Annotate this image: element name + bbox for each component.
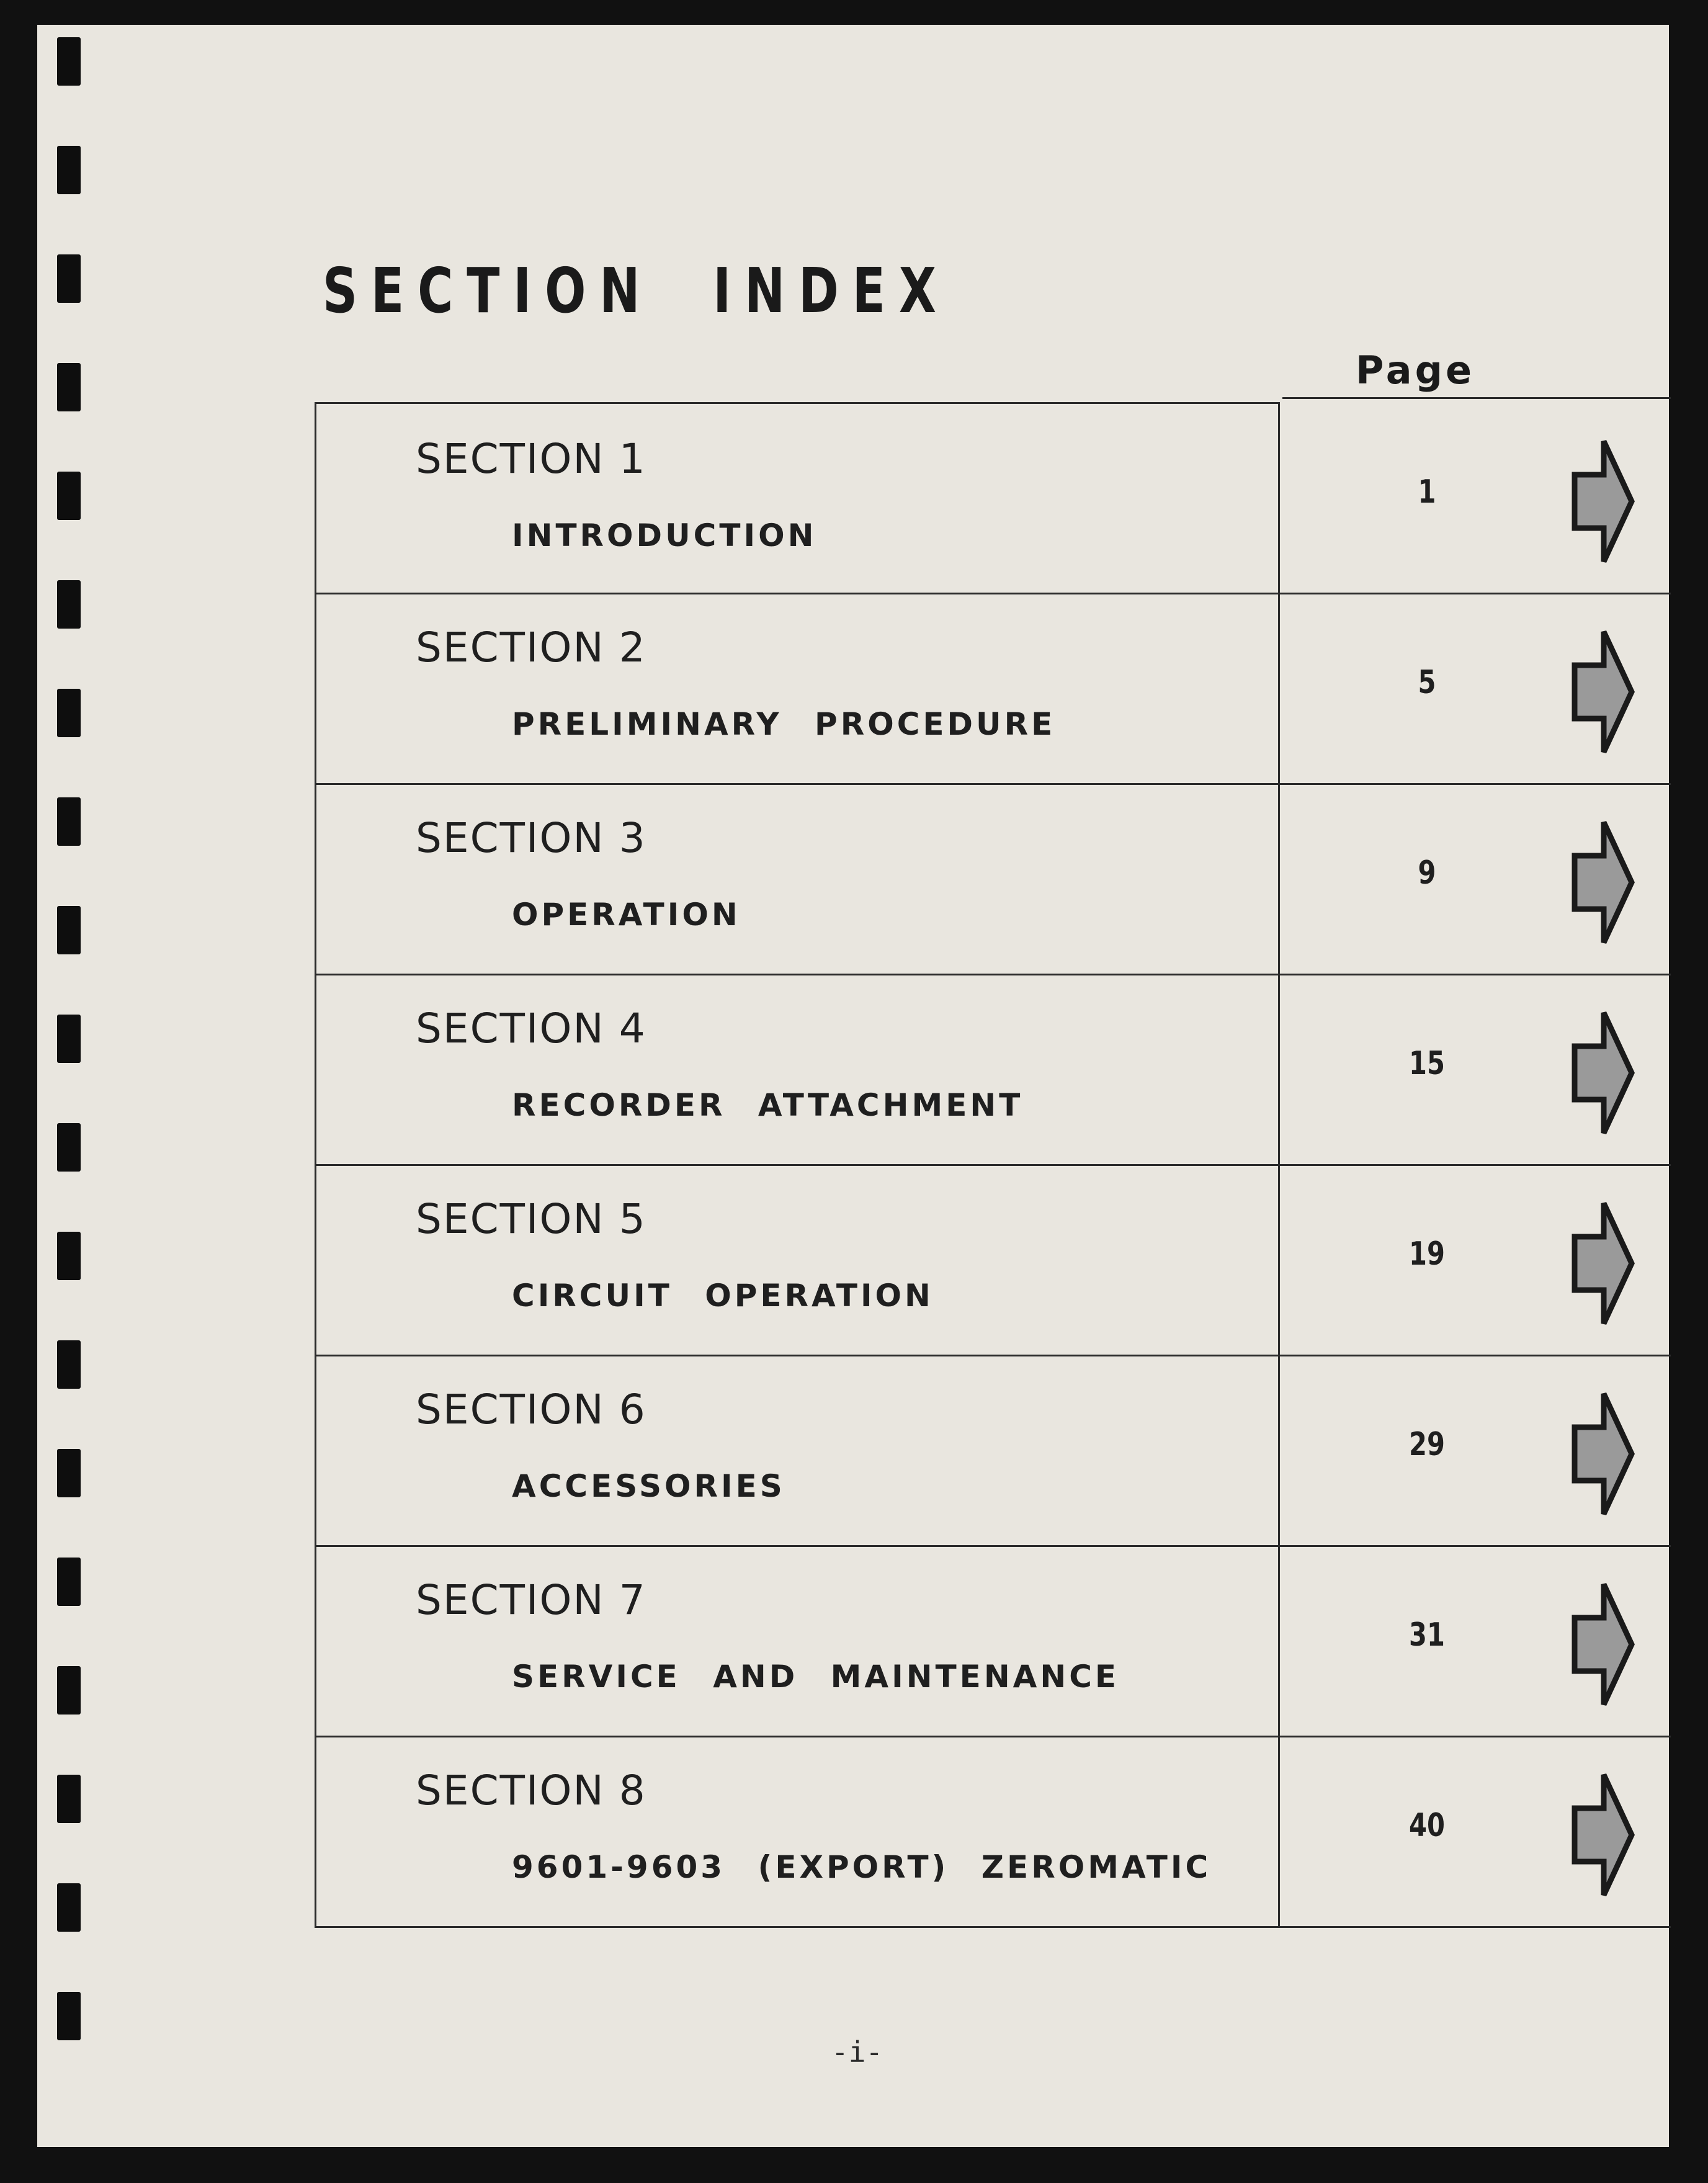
binding-hole (57, 1123, 81, 1172)
page-footer-number: -i- (831, 2035, 883, 2069)
page-number: 15 (1409, 1045, 1445, 1082)
section-cell (315, 1164, 1280, 1356)
section-label: SECTION 8 (416, 1767, 646, 1814)
page-cell (1278, 1545, 1671, 1737)
section-cell (315, 1545, 1280, 1737)
binding-hole (57, 580, 81, 629)
section-title: RECORDER ATTACHMENT (512, 1087, 1024, 1123)
section-label: SECTION 7 (416, 1576, 646, 1624)
binding-hole (57, 1775, 81, 1823)
section-title: SERVICE AND MAINTENANCE (512, 1659, 1120, 1695)
binding-hole (57, 1232, 81, 1280)
index-row-section-8[interactable] (315, 1736, 1671, 1928)
section-label: SECTION 4 (416, 1005, 646, 1052)
binding-hole (57, 689, 81, 737)
page-number: 29 (1409, 1426, 1445, 1463)
page-number: 40 (1409, 1807, 1445, 1844)
section-title: INTRODUCTION (512, 518, 817, 554)
binding-hole (57, 472, 81, 520)
binding-hole (57, 37, 81, 86)
arrow-right-icon[interactable] (1570, 1389, 1638, 1519)
section-cell (315, 1736, 1280, 1928)
page-cell (1278, 1355, 1671, 1547)
page-number: 31 (1409, 1616, 1445, 1654)
binding-hole (57, 1340, 81, 1389)
index-row-section-3[interactable] (315, 783, 1671, 975)
page-number: 19 (1409, 1235, 1445, 1273)
page-cell (1278, 1736, 1671, 1928)
arrow-right-icon[interactable] (1570, 1770, 1638, 1900)
arrow-right-icon[interactable] (1570, 1198, 1638, 1329)
page-title: SECTION INDEX (323, 254, 950, 327)
index-row-section-4[interactable] (315, 974, 1671, 1166)
arrow-right-icon[interactable] (1570, 817, 1638, 948)
section-index-table (315, 402, 1671, 1928)
page-number: 1 (1418, 473, 1436, 511)
page-number: 5 (1418, 664, 1436, 701)
section-label: SECTION 1 (416, 435, 646, 483)
section-title: ACCESSORIES (512, 1468, 785, 1504)
binding-hole (57, 1558, 81, 1606)
page-column-header: Page (1356, 347, 1475, 393)
section-label: SECTION 6 (416, 1386, 646, 1433)
section-label: SECTION 2 (416, 624, 646, 671)
section-title: 9601-9603 (EXPORT) ZEROMATIC (512, 1849, 1212, 1885)
arrow-right-icon[interactable] (1570, 627, 1638, 757)
page-cell (1278, 974, 1671, 1166)
index-row-section-7[interactable] (315, 1545, 1671, 1737)
binding-hole (57, 906, 81, 954)
binding-hole (57, 254, 81, 303)
section-cell (315, 1355, 1280, 1547)
section-cell (315, 783, 1280, 975)
spiral-binding (0, 0, 99, 2183)
page-cell (1278, 593, 1671, 785)
section-cell (315, 402, 1280, 594)
binding-hole (57, 1883, 81, 1932)
arrow-right-icon[interactable] (1570, 436, 1638, 567)
section-label: SECTION 3 (416, 814, 646, 862)
section-cell (315, 974, 1280, 1166)
binding-hole (57, 146, 81, 194)
binding-hole (57, 1015, 81, 1063)
header-rule (1282, 397, 1671, 399)
index-row-section-2[interactable] (315, 593, 1671, 785)
index-row-section-1[interactable] (315, 402, 1671, 594)
page-number: 9 (1418, 854, 1436, 892)
index-row-section-5[interactable] (315, 1164, 1671, 1356)
section-title: OPERATION (512, 897, 741, 933)
section-title: CIRCUIT OPERATION (512, 1278, 934, 1314)
section-cell (315, 593, 1280, 785)
page-cell (1278, 783, 1671, 975)
index-row-section-6[interactable] (315, 1355, 1671, 1547)
arrow-right-icon[interactable] (1570, 1008, 1638, 1138)
section-title: PRELIMINARY PROCEDURE (512, 706, 1056, 742)
binding-hole (57, 363, 81, 411)
section-label: SECTION 5 (416, 1195, 646, 1243)
page-cell (1278, 402, 1671, 594)
page-cell (1278, 1164, 1671, 1356)
binding-hole (57, 1449, 81, 1497)
binding-hole (57, 1992, 81, 2040)
binding-hole (57, 797, 81, 846)
binding-hole (57, 1666, 81, 1715)
arrow-right-icon[interactable] (1570, 1579, 1638, 1710)
